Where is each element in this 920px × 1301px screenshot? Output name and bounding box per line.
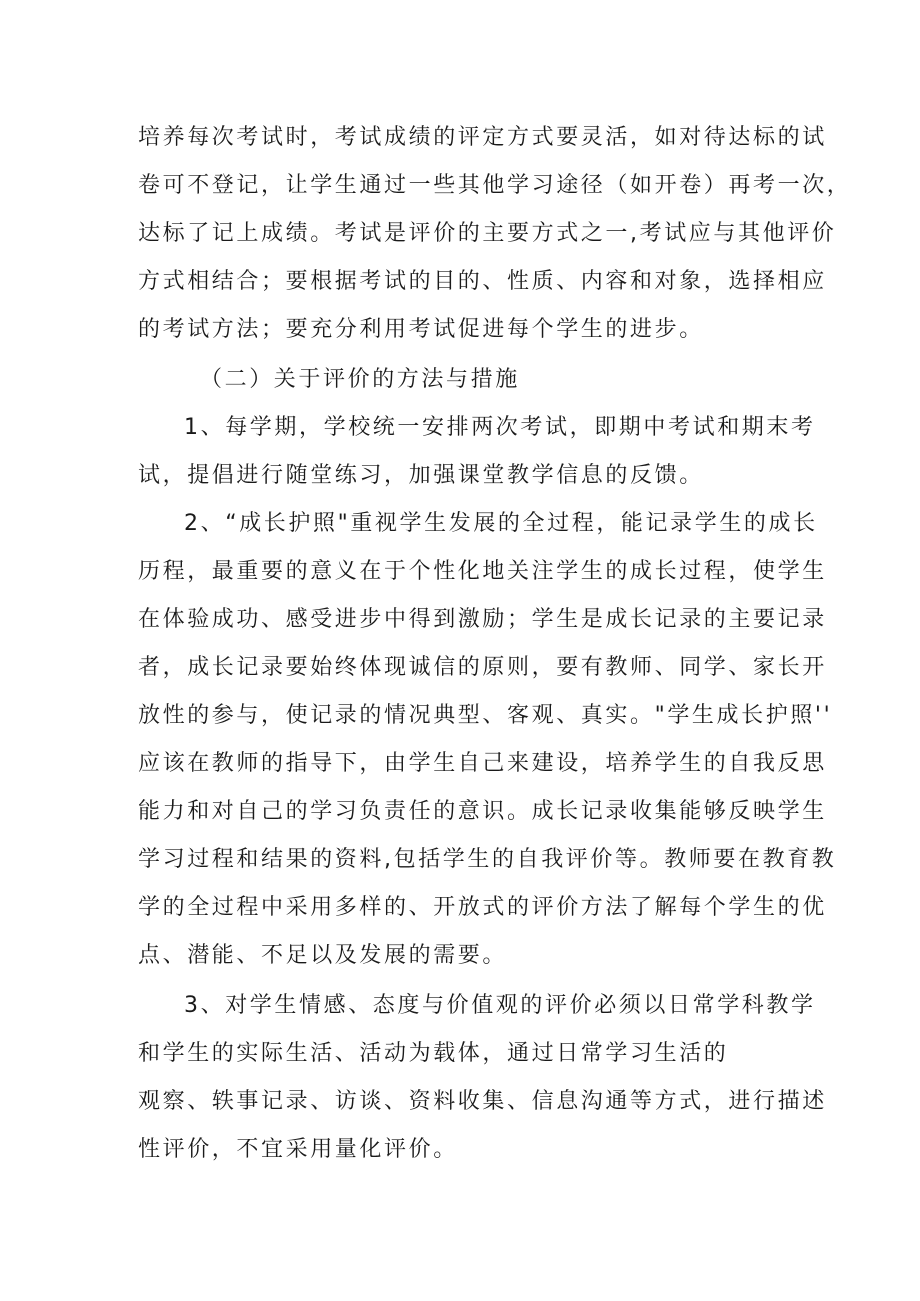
paragraph-line: 者，成长记录要始终体现诚信的原则，要有教师、同学、家长开 (138, 655, 827, 680)
paragraph-line: 应该在教师的指导下，由学生自己来建设，培养学生的自我反思 (138, 751, 827, 776)
paragraph-line: 性评价，不宜采用量化评价。 (138, 1137, 458, 1162)
paragraph-line: 观察、轶事记录、访谈、资料收集、信息沟通等方式，进行描述 (138, 1089, 827, 1114)
paragraph-line: 1、每学期，学校统一安排两次考试，即期中考试和期末考 (184, 415, 816, 440)
paragraph-line: 方式相结合；要根据考试的目的、性质、内容和对象，选择相应 (138, 269, 827, 294)
paragraph-line: 学的全过程中采用多样的、开放式的评价方法了解每个学生的优 (138, 895, 827, 920)
paragraph-line: 培养每次考试时，考试成绩的评定方式要灵活，如对待达标的试 (138, 125, 827, 150)
paragraph-line: 的考试方法；要充分利用考试促进每个学生的进步。 (138, 317, 704, 342)
paragraph-line: 学习过程和结果的资料,包括学生的自我评价等。教师要在教育教 (138, 847, 837, 872)
paragraph-line: 达标了记上成绩。考试是评价的主要方式之一,考试应与其他评价 (138, 221, 837, 246)
paragraph-line: 放性的参与，使记录的情况典型、客观、真实。"学生成长护照'' (138, 703, 833, 728)
paragraph-line: 3、对学生情感、态度与价值观的评价必须以日常学科教学 (184, 993, 816, 1018)
paragraph-line: 卷可不登记，让学生通过一些其他学习途径（如开卷）再考一次， (138, 173, 852, 198)
paragraph-line: 能力和对自己的学习负责任的意识。成长记录收集能够反映学生 (138, 799, 827, 824)
paragraph-line: 试，提倡进行随堂练习，加强课堂教学信息的反馈。 (138, 463, 704, 488)
paragraph-line: 和学生的实际生活、活动为载体，通过日常学习生活的 (138, 1041, 729, 1066)
paragraph-line: 2、“成长护照"重视学生发展的全过程，能记录学生的成长 (184, 511, 818, 536)
paragraph-line: 点、潜能、不足以及发展的需要。 (138, 943, 508, 968)
section-heading: （二）关于评价的方法与措施 (200, 367, 520, 392)
paragraph-line: 在体验成功、感受进步中得到激励；学生是成长记录的主要记录 (138, 607, 827, 632)
paragraph-line: 历程，最重要的意义在于个性化地关注学生的成长过程，使学生 (138, 559, 827, 584)
